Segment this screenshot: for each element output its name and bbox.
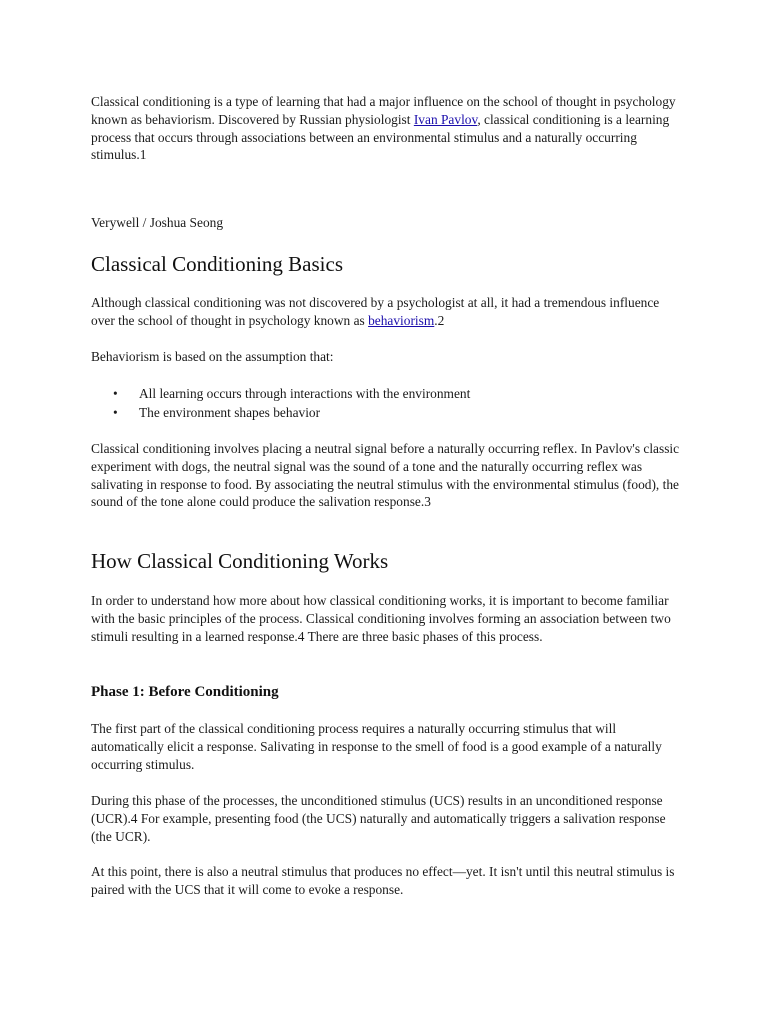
- heading-phase-1: Phase 1: Before Conditioning: [91, 684, 279, 700]
- heading-classical-conditioning-basics: Classical Conditioning Basics: [91, 252, 343, 276]
- image-credit: Verywell / Joshua Seong: [91, 215, 224, 230]
- phase1-paragraph-3: At this point, there is also a neutral stimulus that produces no effect—yet. It isn't until this neutral stimulus is paired with the UCS that it will come to evoke a response.: [91, 864, 675, 897]
- list-item: [91, 404, 681, 423]
- behaviorism-link[interactable]: behaviorism: [368, 312, 435, 328]
- basics-paragraph-2: Behaviorism is based on the assumption that:: [91, 349, 334, 364]
- list-item-text: The environment shapes behavior: [139, 404, 321, 420]
- list-item: [91, 385, 681, 404]
- phase1-paragraph-1: The first part of the classical conditioning process requires a naturally occurring stimulus that will automatically elicit a response. Salivating in response to the smell of food is a good example of a naturally occurring stimulus.: [91, 721, 662, 772]
- basics-p1-text-end: .2: [434, 312, 445, 328]
- intro-paragraph: [91, 93, 681, 164]
- bullet-icon: •: [113, 404, 118, 420]
- list-item-text: All learning occurs through interactions with the environment: [139, 386, 471, 401]
- heading-how-classical-conditioning-works: How Classical Conditioning Works: [91, 549, 389, 573]
- assumption-list: [91, 385, 681, 422]
- intro-text-end: , classical conditioning is a learning process that occurs through associations between an environmental stimulus and a naturally occurring stimulus.1: [91, 111, 670, 163]
- works-paragraph-1: In order to understand how more about how classical conditioning works, it is important to become familiar with the basic principles of the process. Classical conditioning involves forming an association between two stimuli resulting in a learned response.4 There are three basic phases of this process.: [91, 593, 671, 644]
- intro-text-start: Classical conditioning is a type of learning that had a major influence on the school of thought in psychology known as behaviorism. Discovered by Russian physiologist: [91, 94, 676, 127]
- basics-paragraph-3: Classical conditioning involves placing a neutral signal before a naturally occurring reflex. In Pavlov's classic experiment with dogs, the neutral signal was the sound of a tone and the naturally occurring reflex was salivating in response to food. By associating the neutral stimulus with the environmental stimulus (food), the sound of the tone alone could produce the salivation response.3: [91, 441, 680, 510]
- basics-p1-text-start: Although classical conditioning was not discovered by a psychologist at all, it had a tremendous influence over the school of thought in psychology known as: [91, 295, 660, 328]
- ivan-pavlov-link[interactable]: Ivan Pavlov: [413, 111, 478, 127]
- basics-paragraph-1: [91, 294, 681, 330]
- bullet-icon: •: [113, 386, 118, 401]
- phase1-paragraph-2: During this phase of the processes, the unconditioned stimulus (UCS) results in an unconditioned response (UCR).4 For example, presenting food (the UCS) naturally and automatically triggers a salivation response (the UCR).: [91, 793, 666, 844]
